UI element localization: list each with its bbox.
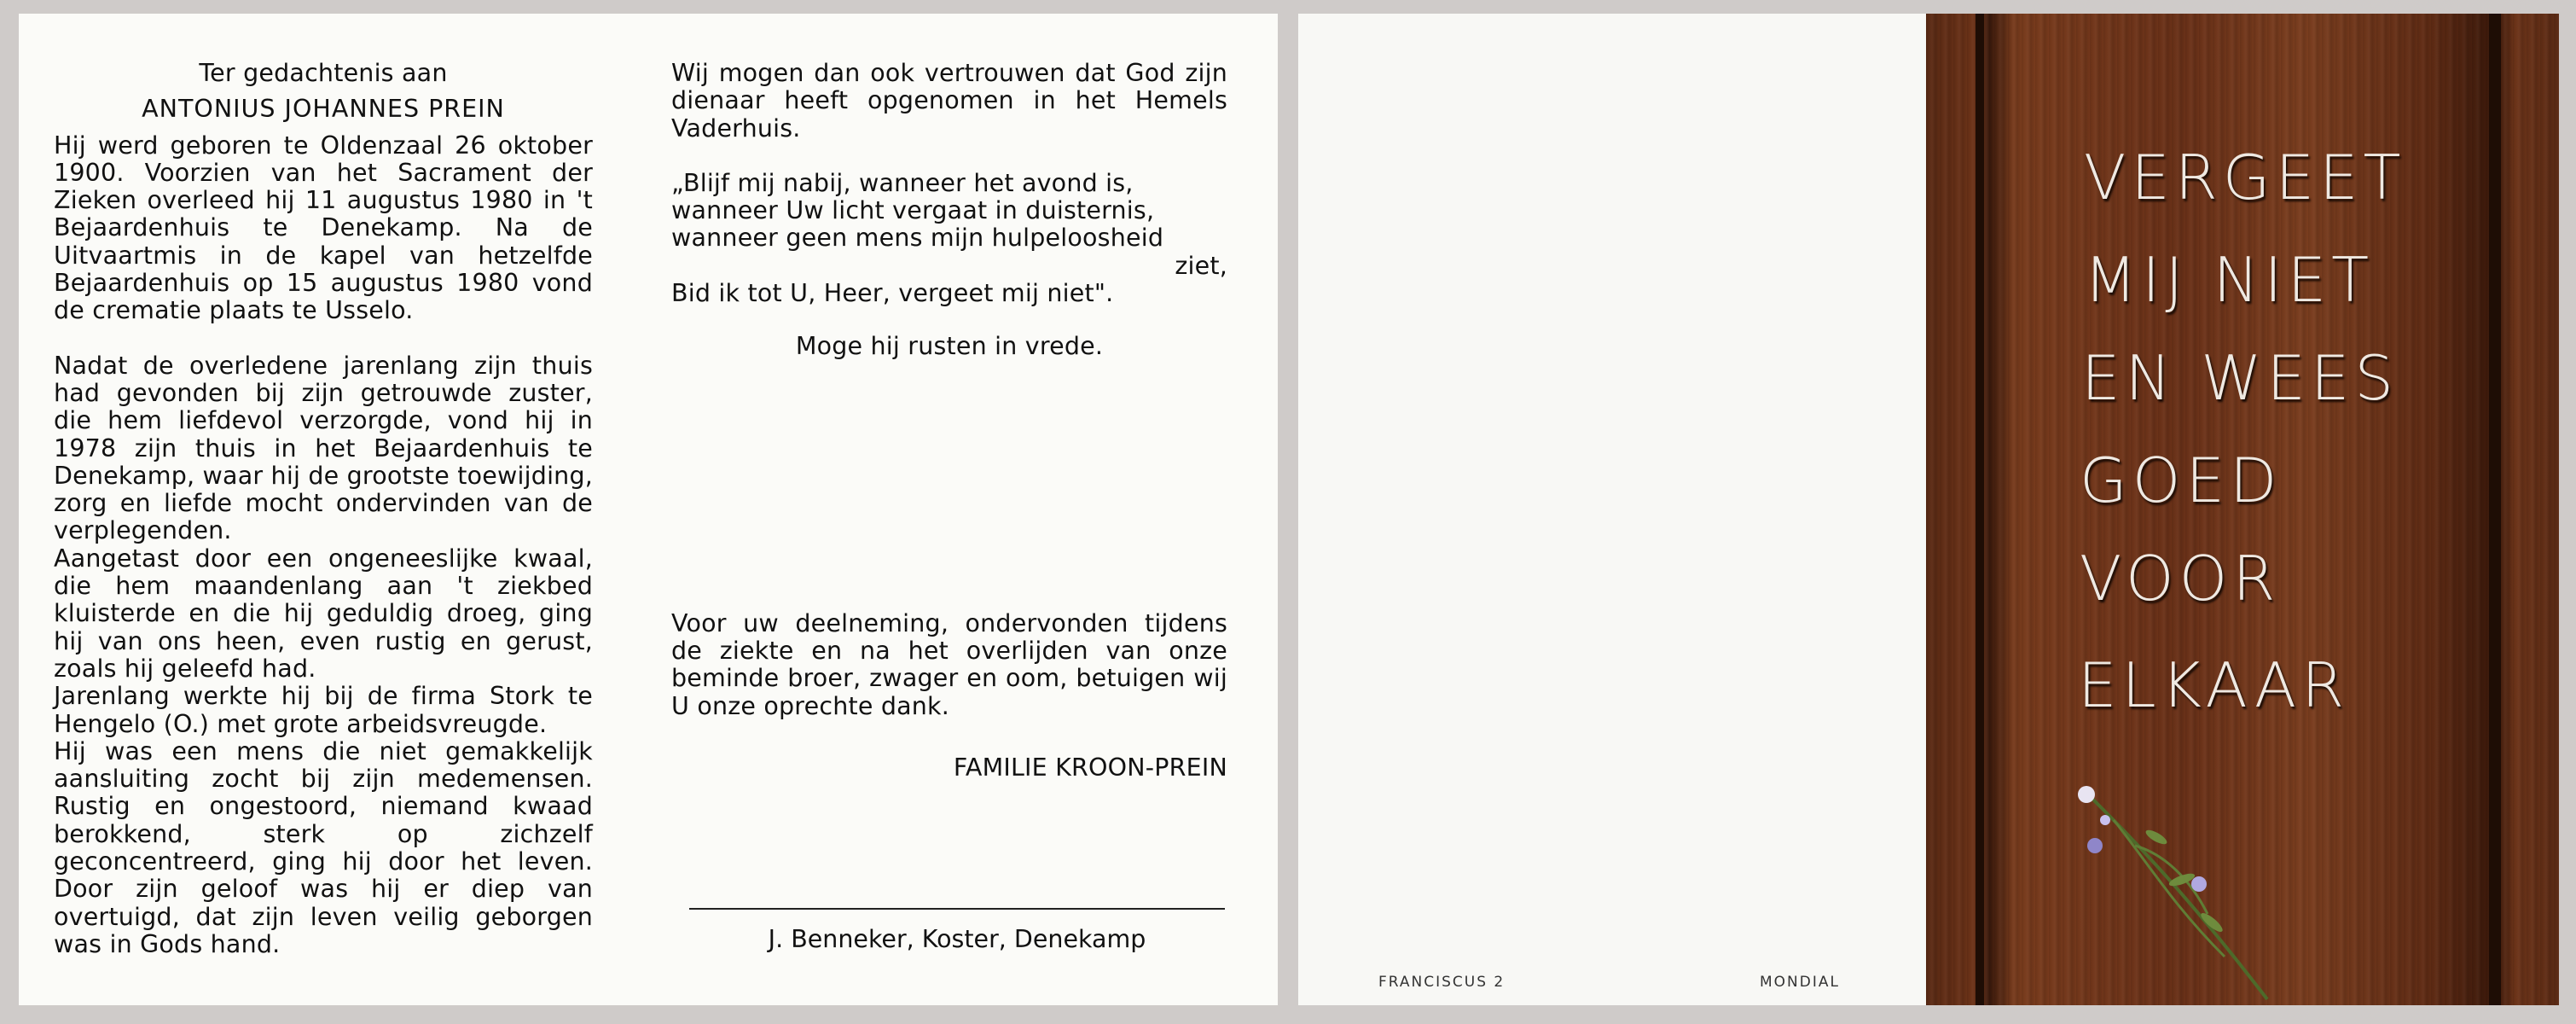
printer-credit: J. Benneker, Koster, Denekamp (768, 925, 1146, 953)
poem-line-4: Bid ik tot U, Heer, vergeet mij niet". (671, 279, 1114, 308)
obituary-page-left (54, 60, 593, 958)
series-mark: FRANCISCUS 2 (1378, 974, 1506, 991)
sign-line-2: MIJ NIET (2084, 244, 2375, 316)
thanks-paragraph: Voor uw deelneming, ondervonden tijdens de ziekte en na het overlijden van onze beminde broer, zwager en oom, betuigen wij U onze oprechte dank. (671, 608, 1227, 720)
family-signature: FAMILIE KROON-PREIN (953, 753, 1227, 782)
memorial-heading: Ter gedachtenis aan (199, 59, 448, 87)
sign-line-1: VERGEET (2084, 142, 2406, 213)
poem-line-1: „Blijf mij nabij, wanneer het avond is, (671, 168, 1134, 197)
poem (671, 170, 1227, 307)
obituary-page-right (671, 60, 1227, 782)
forget-me-not-flower-icon (2054, 786, 2327, 1005)
work-paragraph: Jarenlang werkte hij bij de firma Stork te Hengelo (O.) met grote arbeidsvreugde. (54, 682, 593, 738)
life-paragraph: Nadat de overledene jarenlang zijn thuis had gevonden bij zijn getrouwde zuster, die hem liefdevol verzorgde, vond hij in 1978 zijn thuis in het Bejaardenhuis te Denekamp, waar hij de grootste toewijding, zorg en liefde mocht ondervinden van de verplegenden. (54, 351, 593, 545)
faith-paragraph: Wij mogen dan ook vertrouwen dat God zijn dienaar heeft opgenomen in het Hemels Vaderhuis. (671, 59, 1227, 143)
character-paragraph: Hij was een mens die niet gemakkelijk aansluiting zocht bij zijn medemensen. Rustig en ongestoord, niemand kwaad berokkend, sterk op zichzelf geconcentreerd, ging hij door het leven. Door zijn geloof was hij er diep van overtuigd, dat zijn leven veilig geborgen was in Gods hand. (54, 736, 593, 958)
publisher-mark: MONDIAL (1760, 974, 1840, 991)
sign-line-4: GOED (2080, 445, 2283, 516)
wooden-sign-photo (1926, 14, 2559, 1005)
poem-line-2: wanneer Uw licht vergaat in duisternis, (671, 196, 1155, 225)
plank-gap (1976, 14, 1984, 1005)
deceased-name: ANTONIUS JOHANNES PREIN (142, 95, 505, 124)
illness-paragraph: Aangetast door een ongeneeslijke kwaal, die hem maandenlang aan 't ziekbed kluisterde en die hij geduldig droeg, ging hij van ons heen, even rustig en gerust, zoals hij geleefd had. (54, 544, 593, 683)
sign-line-6: ELKAAR (2078, 649, 2350, 721)
poem-line-3: wanneer geen mens mijn hulpeloosheid (671, 224, 1164, 253)
divider-line (689, 908, 1225, 910)
rest-in-peace-line: Moge hij rusten in vrede. (795, 332, 1104, 361)
sign-line-5: VOOR (2080, 543, 2281, 614)
sign-line-3: EN WEES (2081, 342, 2399, 414)
poem-line-3-continued: ziet, (1175, 251, 1227, 280)
birth-death-paragraph: Hij werd geboren te Oldenzaal 26 oktober 1900. Voorzien van het Sacrament der Zieken overleed hij 11 augustus 1980 in 't Bejaardenhuis te Denekamp. Na de Uitvaartmis in de kapel van hetzelfde Bejaardenhuis op 15 augustus 1980 vond de crematie plaats te Usselo. (54, 131, 593, 325)
